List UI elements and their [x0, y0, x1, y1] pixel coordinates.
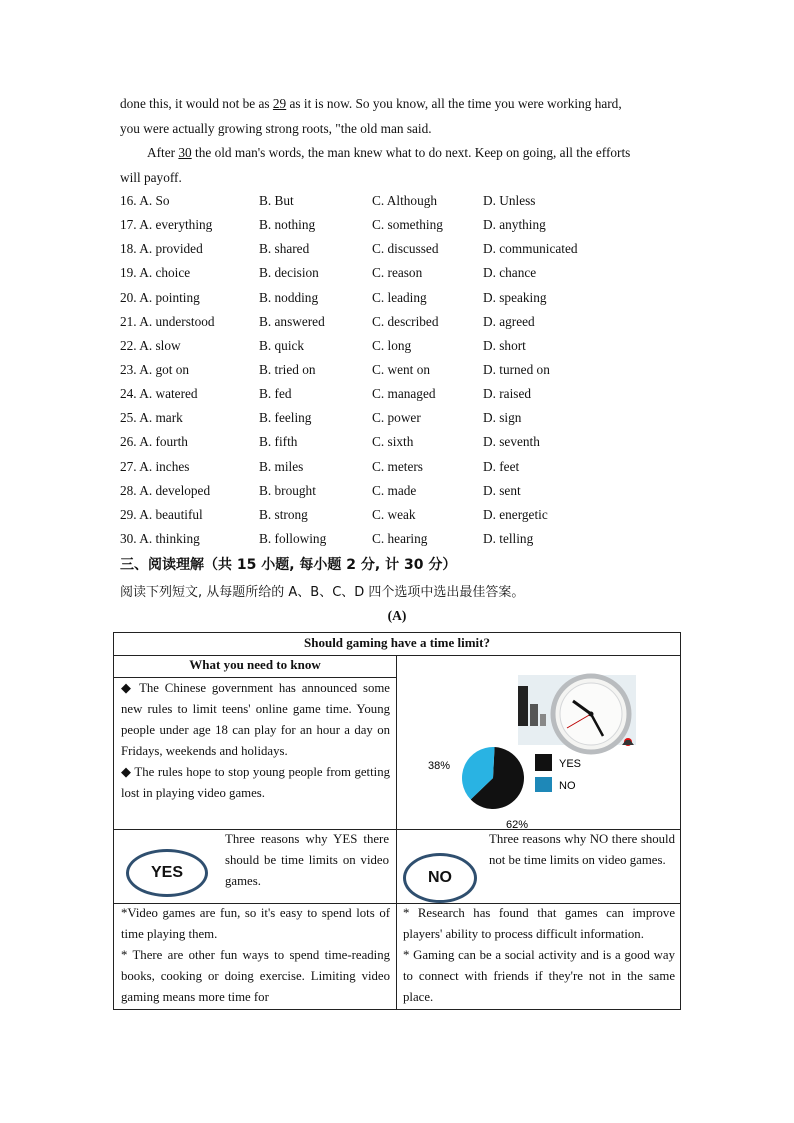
pie-label-no: 38%: [428, 760, 451, 772]
know-paragraph-1: ◆ The Chinese government has announced some new rules to limit teens' online game time. Young people under age 18 can play for an hour a day on Fridays, weekends and holidays.: [121, 681, 390, 758]
legend-swatch-no: [535, 777, 552, 792]
option-choice: B. strong: [259, 506, 308, 522]
option-choice: B. decision: [259, 265, 319, 281]
option-choice: 29. A. beautiful: [120, 506, 203, 522]
legend-label-yes: YES: [559, 758, 582, 770]
option-choice: B. tried on: [259, 361, 316, 377]
option-choice: 26. A. fourth: [120, 434, 188, 450]
legend-label-no: NO: [559, 780, 576, 792]
option-choice: B. nodding: [259, 289, 319, 305]
option-choice: B. fifth: [259, 434, 298, 450]
option-choice: C. reason: [372, 265, 423, 281]
option-choice: C. meters: [372, 458, 423, 474]
option-choice: D. chance: [483, 265, 537, 281]
option-choice: C. weak: [372, 506, 416, 522]
option-row: [120, 237, 680, 261]
passage-paragraph-2: [120, 141, 675, 190]
option-row: [120, 527, 680, 551]
blank-30: 30: [178, 145, 192, 160]
passage-text: After: [147, 145, 179, 160]
passage-text: will payoff.: [120, 169, 182, 185]
know-text: [121, 678, 390, 804]
passage-label: (A): [387, 608, 407, 623]
option-choice: 21. A. understood: [120, 313, 215, 329]
option-choice: D. feet: [483, 458, 520, 474]
no-reasons-intro: Three reasons why NO there should not be time limits on video games.: [489, 832, 675, 867]
section-heading: 三、阅读理解（共 15 小题, 每小题 2 分, 计 30 分）: [120, 557, 457, 573]
option-choice: 16. A. So: [120, 193, 170, 208]
option-choice: D. anything: [483, 217, 546, 233]
yes-reasons-list: [121, 903, 390, 1008]
passage-paragraph-1: [120, 92, 675, 141]
no-reason-2: * Gaming can be a social activity and is a good way to connect with friends if they're not in the same place.: [403, 948, 675, 1004]
option-choice: D. sign: [483, 410, 522, 426]
option-row: [120, 310, 680, 334]
no-oval: NO: [403, 853, 477, 903]
pie-chart: [462, 747, 524, 809]
option-choice: B. But: [259, 193, 294, 208]
pie-label-yes: 62%: [506, 819, 529, 829]
option-choice: B. nothing: [259, 217, 316, 233]
option-row: [120, 213, 680, 237]
legend-swatch-yes: [535, 754, 552, 771]
option-row: [120, 406, 680, 430]
option-choice: B. miles: [259, 458, 304, 474]
option-row: [120, 261, 680, 285]
option-choice: D. speaking: [483, 289, 547, 305]
no-reason-1: * Research has found that games can improve players' ability to process difficult information.: [403, 906, 675, 941]
option-choice: 23. A. got on: [120, 361, 190, 377]
option-row: [120, 479, 680, 503]
option-choice: C. discussed: [372, 241, 439, 257]
option-choice: 30. A. thinking: [120, 530, 200, 546]
option-choice: B. fed: [259, 386, 292, 402]
option-choice: B. following: [259, 530, 327, 546]
passage-text: you were actually growing strong roots, "the old man said.: [120, 120, 432, 136]
option-choice: D. telling: [483, 530, 534, 546]
option-choice: C. described: [372, 313, 439, 329]
table-title: Should gaming have a time limit?: [304, 635, 490, 650]
option-row: [120, 189, 680, 213]
option-row: [120, 430, 680, 454]
options-list: [120, 189, 680, 551]
section-instruction: 阅读下列短文, 从每题所给的 A、B、C、D 四个选项中选出最佳答案。: [120, 585, 525, 600]
clock-illustration: [518, 675, 636, 752]
option-choice: C. something: [372, 217, 443, 233]
option-choice: C. leading: [372, 289, 427, 305]
option-row: [120, 455, 680, 479]
option-choice: B. feeling: [259, 410, 312, 426]
yes-reason-1: *Video games are fun, so it's easy to spend lots of time playing them.: [121, 906, 390, 941]
option-choice: 17. A. everything: [120, 217, 213, 233]
option-choice: 28. A. developed: [120, 482, 211, 498]
option-row: [120, 503, 680, 527]
option-choice: D. communicated: [483, 241, 578, 257]
option-choice: D. sent: [483, 482, 521, 498]
option-choice: D. energetic: [483, 506, 548, 522]
option-choice: 27. A. inches: [120, 458, 190, 474]
option-choice: C. went on: [372, 361, 430, 377]
option-choice: B. answered: [259, 313, 325, 329]
know-header: What you need to know: [189, 657, 321, 672]
illustration-area: [397, 656, 680, 829]
option-choice: C. long: [372, 337, 412, 353]
info-table: [113, 632, 681, 1010]
option-choice: 18. A. provided: [120, 241, 203, 257]
option-choice: D. raised: [483, 386, 531, 402]
option-choice: D. short: [483, 337, 526, 353]
option-choice: D. seventh: [483, 434, 540, 450]
option-choice: B. shared: [259, 241, 310, 257]
option-row: [120, 358, 680, 382]
option-choice: C. power: [372, 410, 421, 426]
option-choice: B. quick: [259, 337, 305, 353]
option-choice: 19. A. choice: [120, 265, 191, 281]
option-choice: 20. A. pointing: [120, 289, 200, 305]
passage-text: done this, it would not be as: [120, 96, 273, 111]
option-choice: 24. A. watered: [120, 386, 198, 402]
know-paragraph-2: ◆ The rules hope to stop young people from getting lost in playing video games.: [121, 765, 390, 800]
option-choice: D. Unless: [483, 193, 536, 208]
option-choice: C. sixth: [372, 434, 414, 450]
option-choice: C. managed: [372, 386, 436, 402]
option-row: [120, 382, 680, 406]
yes-reason-2: * There are other fun ways to spend time-reading books, cooking or doing exercise. Limiting video gaming means more time for: [121, 948, 390, 1004]
passage-text: as it is now. So you know, all the time you were working hard,: [286, 96, 622, 111]
yes-oval: YES: [126, 849, 208, 897]
yes-reasons-intro: Three reasons why YES there should be time limits on video games.: [225, 832, 389, 888]
blank-29: 29: [272, 96, 287, 111]
option-choice: 25. A. mark: [120, 410, 183, 426]
no-reasons-list: [403, 903, 675, 1008]
option-choice: 22. A. slow: [120, 337, 181, 353]
option-choice: B. brought: [259, 482, 316, 498]
option-row: [120, 334, 680, 358]
option-row: [120, 286, 680, 310]
option-choice: C. hearing: [372, 530, 428, 546]
option-choice: D. agreed: [483, 313, 535, 329]
option-choice: D. turned on: [483, 361, 550, 377]
option-choice: C. made: [372, 482, 417, 498]
option-choice: C. Although: [372, 193, 438, 208]
passage-text: the old man's words, the man knew what to do next. Keep on going, all the efforts: [191, 145, 631, 160]
